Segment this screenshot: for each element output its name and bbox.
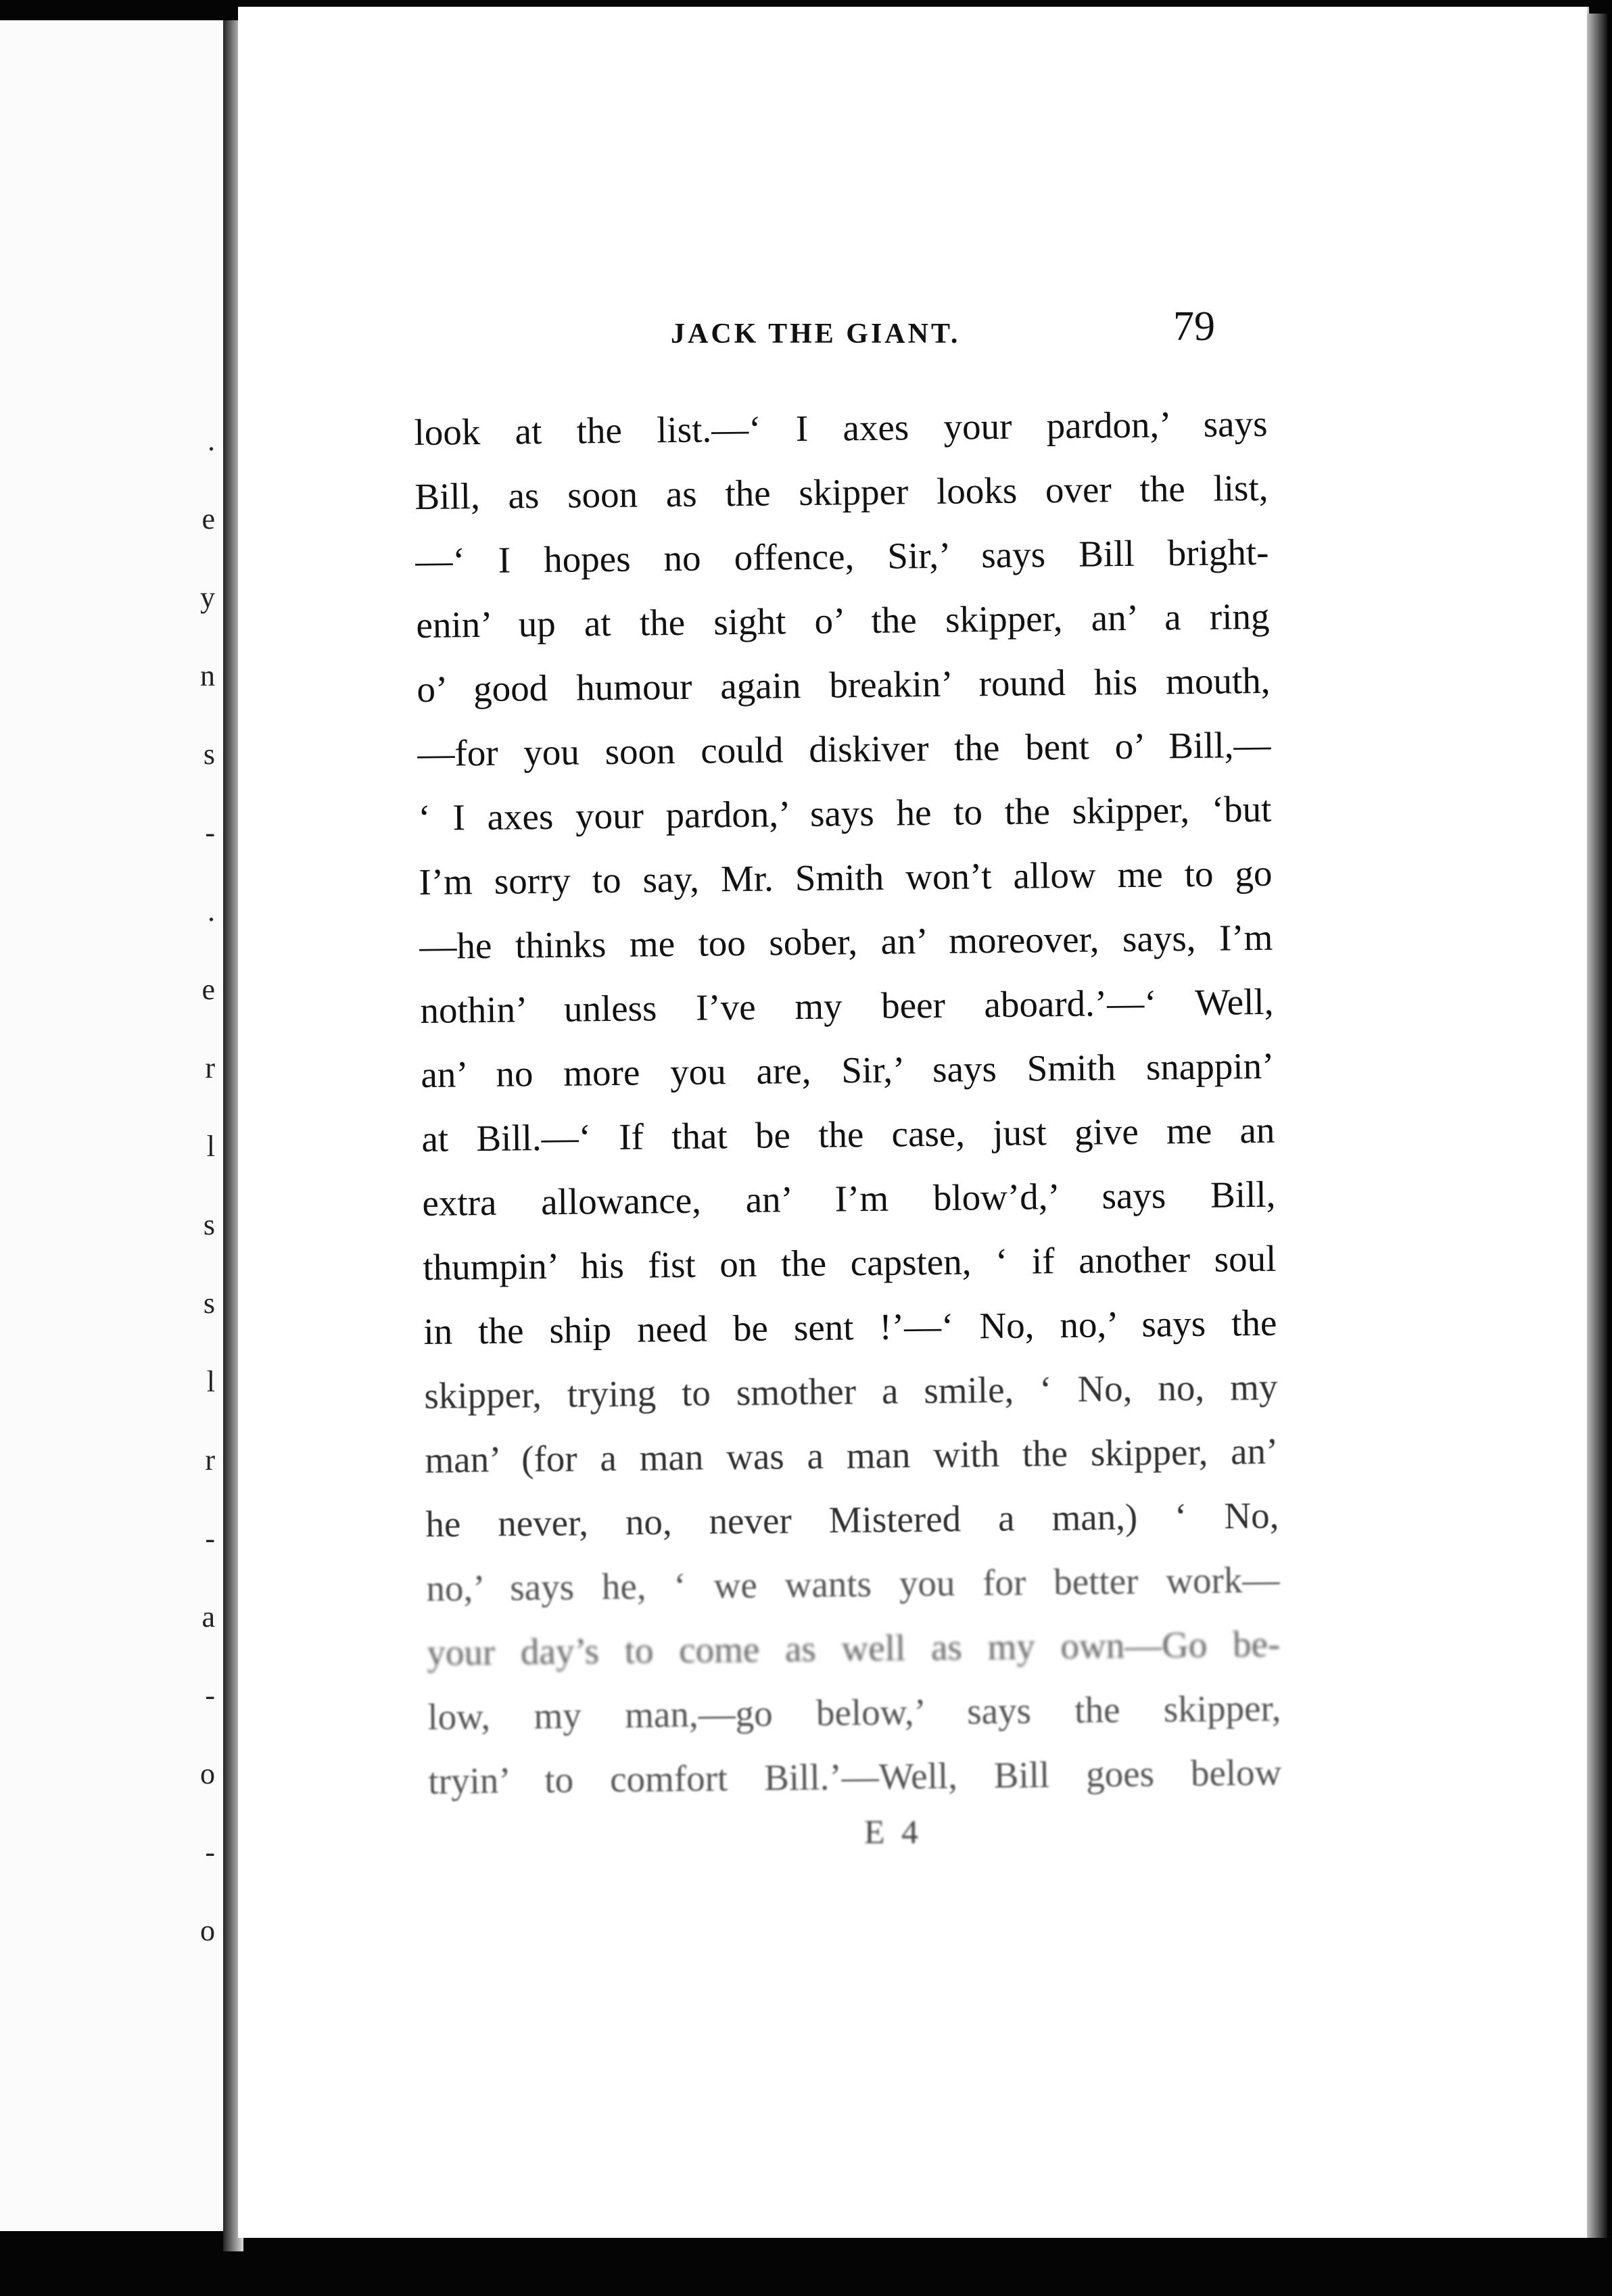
text-line: an’ no more you are, Sir,’ says Smith snappin’ [421,1045,1275,1095]
text-line: —he thinks me too sober, an’ moreover, says, I’m [419,916,1273,967]
left-page-edge-char: o [200,1914,215,1947]
text-line: no,’ says he, ‘ we wants you for better work— [426,1558,1280,1609]
running-head: JACK THE GIANT. [671,318,961,350]
text-line: low, my man,—go below,’ says the skipper, [427,1687,1281,1738]
text-line: nothin’ unless I’ve my beer aboard.’—‘ Well, [420,980,1274,1031]
text-line: I’m sorry to say, Mr. Smith won’t allow me to go [419,852,1273,903]
text-line: Bill, as soon as the skipper looks over the list, [414,467,1269,517]
page-edge-shadow [1587,14,1607,2238]
left-page-edge-char: r [205,1443,215,1477]
left-page-edge-char: s [203,1287,215,1320]
text-line: at Bill.—‘ If that be the case, just give me an [421,1109,1275,1159]
text-line: —‘ I hopes no offence, Sir,’ says Bill bright- [415,531,1269,581]
left-page-edge-char: l [206,1130,215,1163]
left-page-edge-char: l [206,1365,215,1398]
page-number: 79 [1173,304,1215,350]
left-page-edge-char: - [205,816,215,849]
body-text [414,391,1282,1813]
text-line: he never, no, never Mistered a man,) ‘ No, [425,1494,1279,1545]
left-page-edge-char: . [208,894,215,928]
text-line: skipper, trying to smother a smile, ‘ No, no, my [424,1366,1278,1416]
left-page-edge-char: - [205,1836,215,1869]
left-page-edge-char: e [202,502,215,535]
text-line: extra allowance, an’ I’m blow’d,’ says Bill, [422,1173,1276,1224]
text-line: ‘ I axes your pardon,’ says he to the skipper, ‘but [418,788,1272,838]
left-page-fragment [0,20,226,2231]
left-page-edge-char: n [200,659,215,692]
left-page-edge-char: y [200,581,215,614]
left-page-edge-char: - [205,1679,215,1712]
left-page-edge-char: . [208,424,215,457]
left-page-edge-char: s [203,738,215,771]
left-page-edge-char: e [202,973,215,1006]
text-line: look at the list.—‘ I axes your pardon,’ says [414,402,1268,453]
left-page-edge-char: - [205,1522,215,1555]
text-line: enin’ up at the sight o’ the skipper, an’ a ring [416,595,1270,646]
text-line: man’ (for a man was a man with the skipper, an’ [425,1430,1279,1481]
text-line: your day’s to come as well as my own—Go be- [427,1623,1281,1673]
left-page-edge-char: a [202,1600,215,1633]
signature-mark: E 4 [864,1813,923,1850]
text-line: o’ good humour again breakin’ round his mouth, [417,659,1271,710]
left-page-edge-char: o [200,1757,215,1790]
text-line: thumpin’ his fist on the capsten, ‘ if another soul [423,1237,1277,1288]
left-page-edge-char: s [203,1208,215,1241]
left-page-edge-char: r [205,1051,215,1084]
text-line: tryin’ to comfort Bill.’—Well, Bill goes below [428,1751,1282,1802]
text-line: —for you soon could diskiver the bent o’ Bill,— [417,723,1271,774]
text-line: in the ship need be sent !’—‘ No, no,’ says the [423,1301,1277,1352]
